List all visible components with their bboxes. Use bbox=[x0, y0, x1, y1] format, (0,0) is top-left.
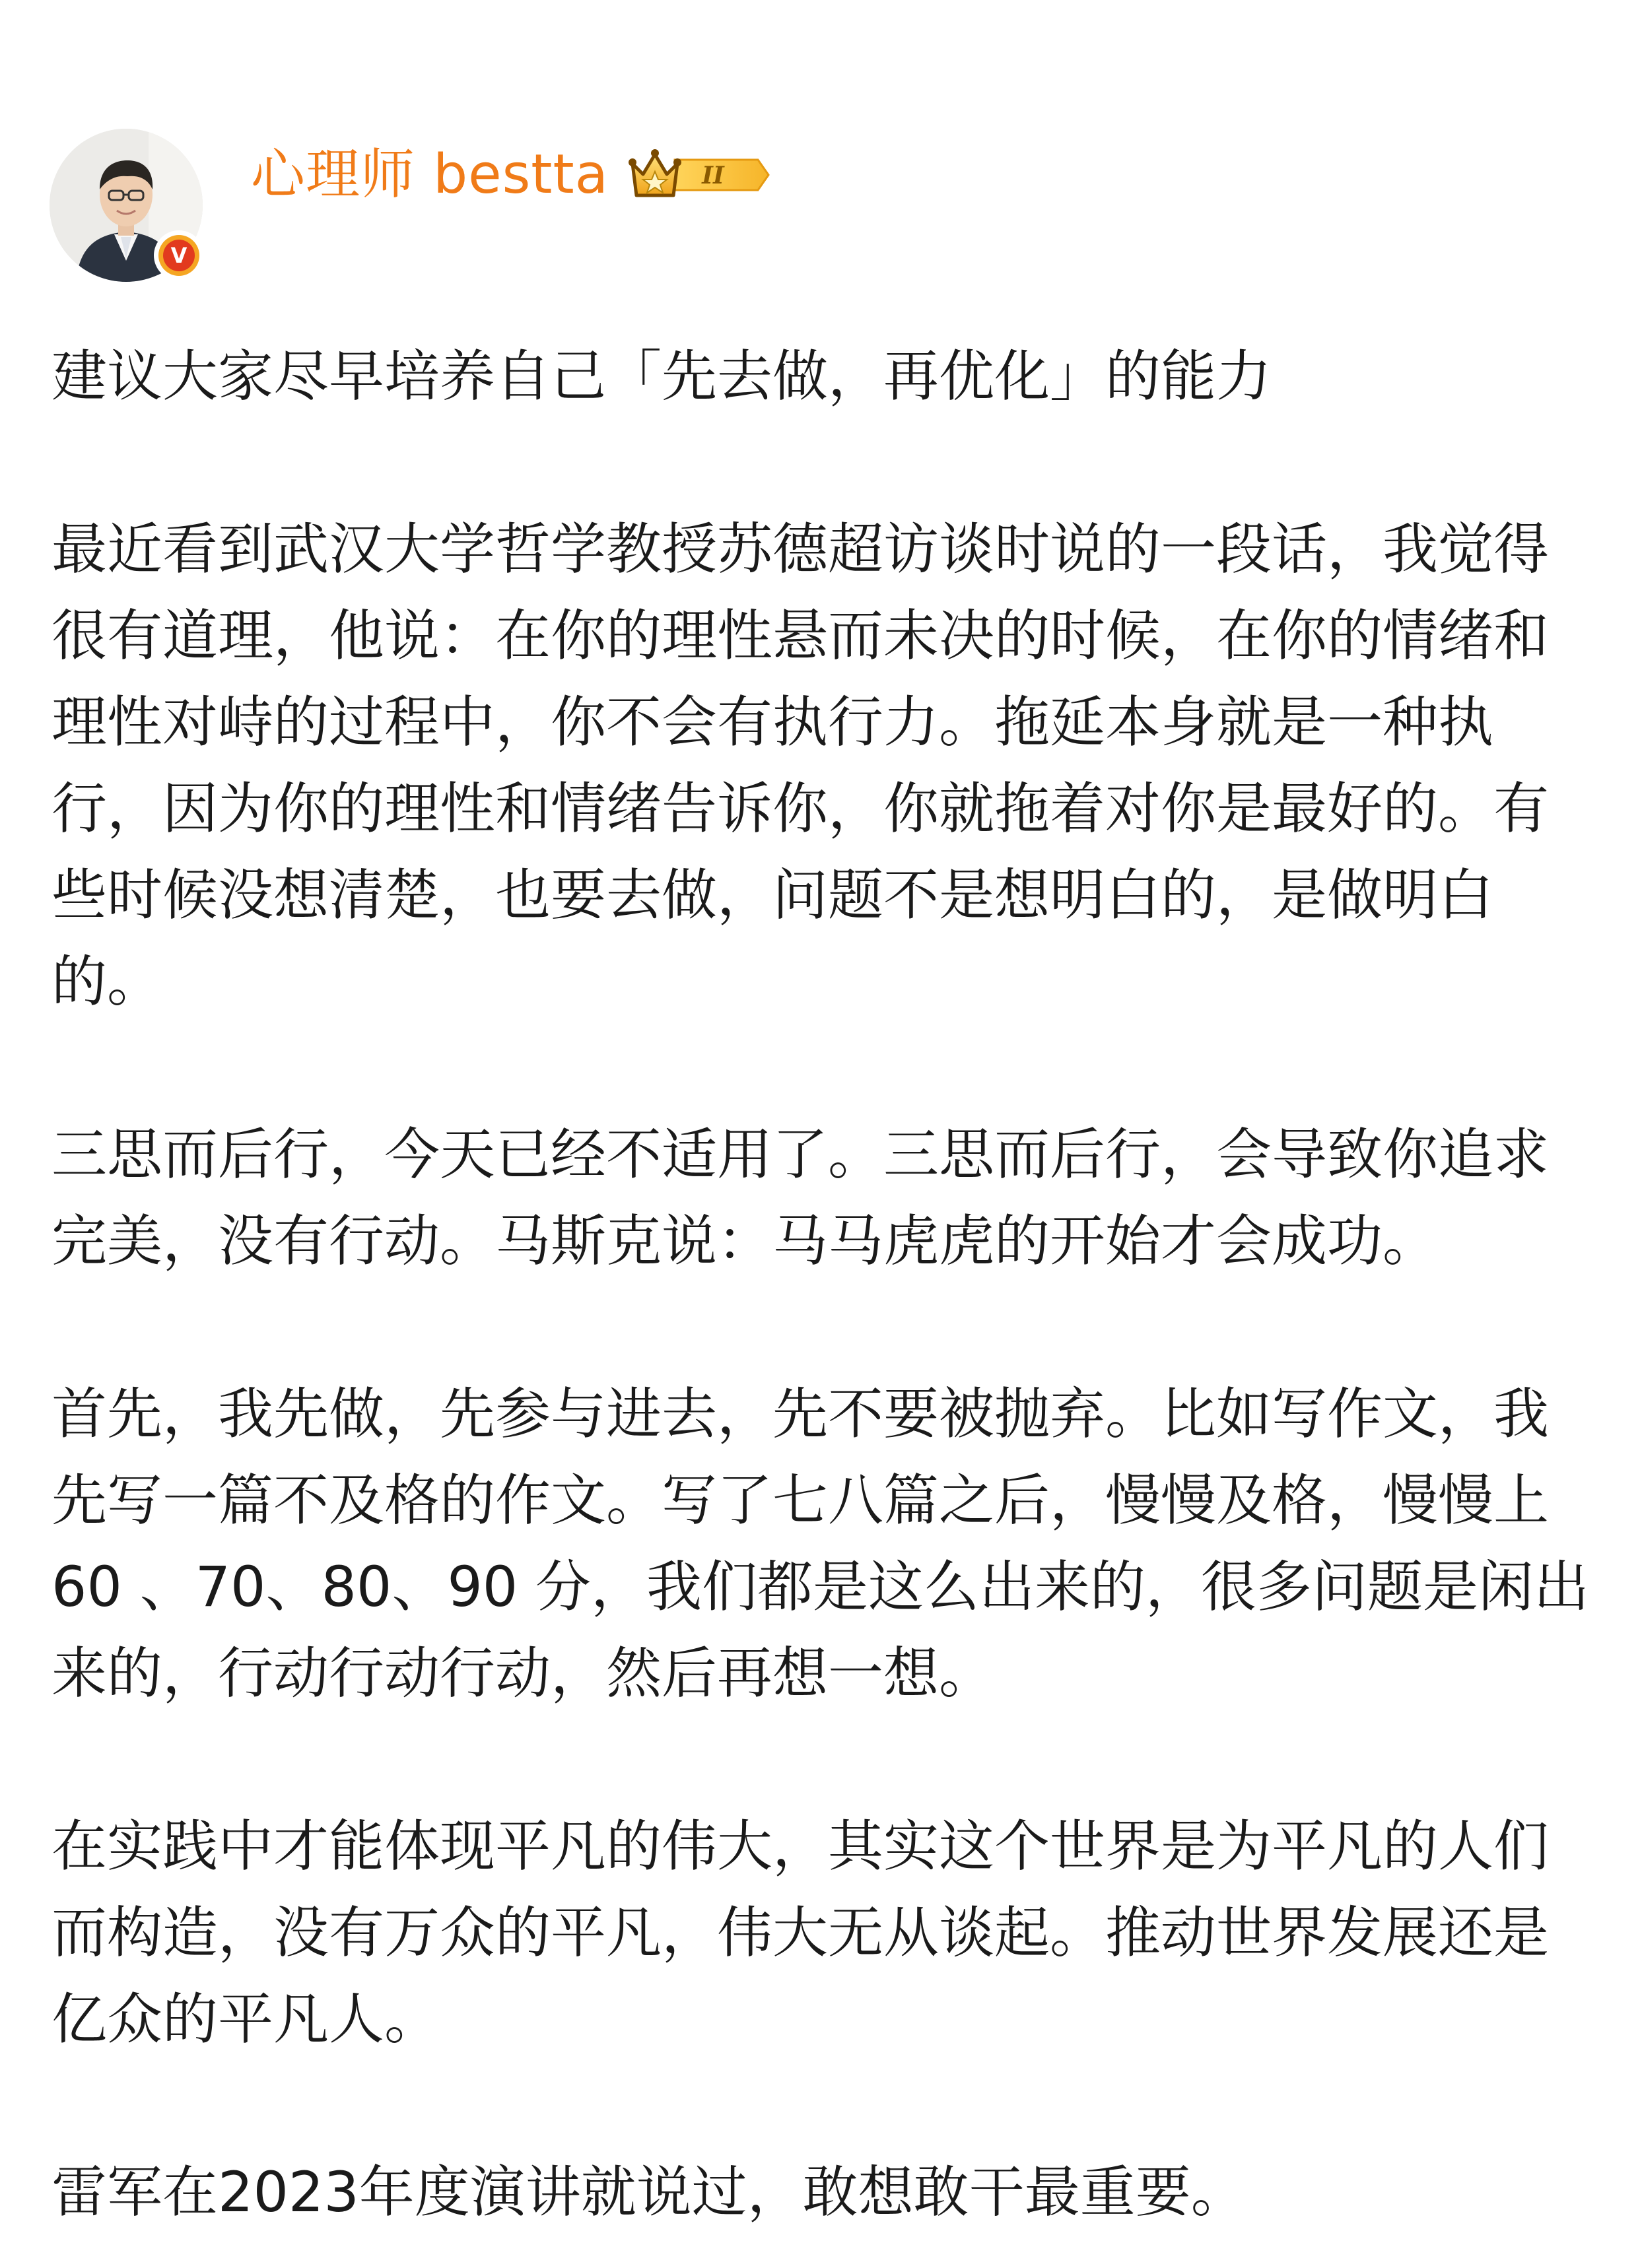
level-badge[interactable] bbox=[629, 145, 771, 205]
paragraph-spacer bbox=[51, 420, 1590, 506]
post-content bbox=[51, 333, 1590, 2236]
paragraph-spacer bbox=[51, 1025, 1590, 1112]
paragraph-spacer bbox=[51, 1717, 1590, 1803]
verified-v-icon: V bbox=[163, 240, 195, 271]
username-row bbox=[251, 139, 771, 211]
post-paragraph: 最近看到武汉大学哲学教授苏德超访谈时说的一段话，我觉得很有道理，他说：在你的理性悬而未决的时候，在你的情绪和理性对峙的过程中，你不会有执行力。拖延本身就是一种执行，因为你的理性和情绪告诉你，你就拖着对你是最好的。有些时候没想清楚，也要去做，问题不是想明白的，是做明白的。 bbox=[51, 517, 1550, 1014]
verified-badge-ring bbox=[158, 235, 199, 276]
paragraph-spacer bbox=[51, 2063, 1590, 2149]
crown-level-icon bbox=[629, 145, 771, 205]
author-avatar[interactable] bbox=[50, 129, 203, 282]
svg-text:II: II bbox=[702, 162, 724, 189]
post-header bbox=[50, 129, 1568, 287]
post-paragraph: 雷军在2023年度演讲就说过，敢想敢干最重要。 bbox=[51, 2160, 1247, 2224]
post-title-paragraph: 建议大家尽早培养自己「先去做，再优化」的能力 bbox=[51, 344, 1272, 409]
post-paragraph: 在实践中才能体现平凡的伟大，其实这个世界是为平凡的人们而构造，没有万众的平凡，伟大无从谈起。推动世界发展还是亿众的平凡人。 bbox=[51, 1814, 1550, 2051]
author-name[interactable]: 心理师 bestta bbox=[251, 143, 609, 206]
verified-badge bbox=[154, 230, 204, 281]
post-paragraph: 三思而后行，今天已经不适用了。三思而后行，会导致你追求完美，没有行动。马斯克说：马马虎虎的开始才会成功。 bbox=[51, 1122, 1550, 1273]
paragraph-spacer bbox=[51, 1284, 1590, 1371]
post-paragraph: 首先，我先做，先参与进去，先不要被抛弃。比如写作文，我先写一篇不及格的作文。写了七八篇之后，慢慢及格，慢慢上 60 、70、80、90 分，我们都是这么出来的，很多问题是闲出来的，行动行动行动，然后再想一想。 bbox=[51, 1382, 1589, 1706]
